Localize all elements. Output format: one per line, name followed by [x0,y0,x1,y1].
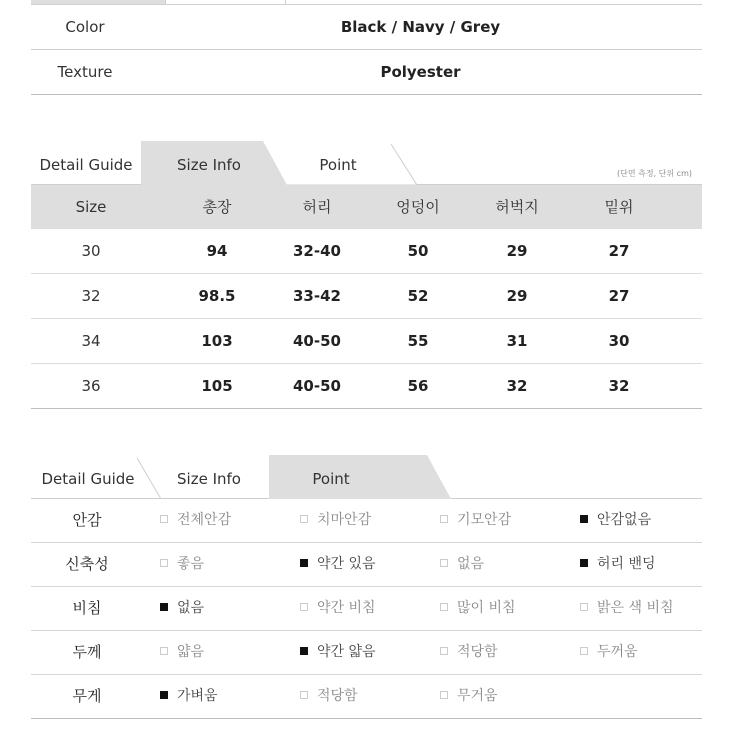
option-item: 밝은 색 비침 [580,587,674,630]
point-tab-bar [31,455,702,499]
option-item: 전체안감 [160,499,231,542]
tab-size-info[interactable]: Size Info [177,470,241,488]
checkbox-icon [160,603,168,611]
thigh-cell: 29 [506,287,528,305]
rise-cell: 27 [608,287,630,305]
checkbox-icon [160,559,168,567]
checkbox-icon [440,515,448,523]
size-tab-bar [31,141,702,185]
thigh-cell: 31 [506,332,528,350]
point-row-lining [31,499,702,543]
thigh-cell: 32 [506,377,528,395]
tab-size-info[interactable]: Size Info [177,156,241,174]
hip-cell: 55 [407,332,429,350]
waist-cell: 33-42 [293,287,341,305]
point-row-weight [31,675,702,719]
info-value: Black / Navy / Grey [340,18,501,36]
checkbox-icon [300,691,308,699]
checkbox-icon [580,515,588,523]
checkbox-icon [580,647,588,655]
hip-cell: 56 [407,377,429,395]
thigh-cell: 29 [506,242,528,260]
checkbox-icon [440,691,448,699]
info-row-texture [31,50,702,95]
length-cell: 98.5 [198,287,236,305]
checkbox-icon [160,515,168,523]
size-cell: 32 [81,287,101,305]
header-cell: 허벅지 [495,198,539,216]
option-item: 무거움 [440,675,498,718]
tab-point[interactable]: Point [319,156,357,174]
size-cell: 30 [81,242,101,260]
point-row-sheerness [31,587,702,631]
point-label: 무게 [72,687,102,705]
checkbox-icon [580,603,588,611]
checkbox-icon [300,647,308,655]
table-row [31,229,702,274]
header-cell: Size [75,198,107,216]
checkbox-icon [160,691,168,699]
tab-detail-guide[interactable]: Detail Guide [39,156,133,174]
option-item: 허리 밴딩 [580,543,656,586]
point-label: 비침 [72,599,102,617]
measurement-note: (단면 측정, 단위 cm) [617,169,692,178]
option-item: 약간 있음 [300,543,376,586]
option-item: 안감없음 [580,499,651,542]
point-row-thickness [31,631,702,675]
table-row [31,274,702,319]
checkbox-icon [300,559,308,567]
point-section [31,455,702,719]
header-cell: 밑위 [604,198,634,216]
rise-cell: 27 [608,242,630,260]
rise-cell: 32 [608,377,630,395]
table-row [31,364,702,409]
waist-cell: 32-40 [293,242,341,260]
rise-cell: 30 [608,332,630,350]
option-item: 기모안감 [440,499,511,542]
option-item: 두꺼움 [580,631,638,674]
checkbox-icon [300,515,308,523]
header-cell: 엉덩이 [396,198,440,216]
option-item: 약간 비침 [300,587,376,630]
option-item: 약간 얇음 [300,631,376,674]
option-item: 많이 비침 [440,587,516,630]
checkbox-icon [160,647,168,655]
checkbox-icon [580,559,588,567]
size-cell: 34 [81,332,101,350]
checkbox-icon [440,603,448,611]
option-item: 좋음 [160,543,204,586]
checkbox-icon [300,603,308,611]
waist-cell: 40-50 [293,377,341,395]
size-section [31,141,702,409]
size-table-header [31,185,702,229]
waist-cell: 40-50 [293,332,341,350]
option-item: 얇음 [160,631,204,674]
option-item: 가벼움 [160,675,218,718]
length-cell: 94 [206,242,228,260]
header-cell: 허리 [302,198,332,216]
info-label: Color [65,18,105,36]
hip-cell: 50 [407,242,429,260]
checkbox-icon [440,559,448,567]
option-item: 없음 [440,543,484,586]
point-label: 신축성 [65,555,109,573]
info-label: Texture [57,63,113,81]
size-cell: 36 [81,377,101,395]
info-value: Polyester [380,63,461,81]
option-item: 적당함 [440,631,498,674]
info-row-color [31,5,702,50]
hip-cell: 52 [407,287,429,305]
tab-point[interactable]: Point [312,470,350,488]
option-item: 적당함 [300,675,358,718]
length-cell: 105 [201,377,233,395]
point-label: 안감 [72,511,102,529]
header-cell: 총장 [202,198,232,216]
point-label: 두께 [72,643,102,661]
option-item: 없음 [160,587,204,630]
tab-detail-guide[interactable]: Detail Guide [41,470,135,488]
checkbox-icon [440,647,448,655]
table-row [31,319,702,364]
option-item: 치마안감 [300,499,371,542]
length-cell: 103 [201,332,233,350]
point-row-stretch [31,543,702,587]
product-info-table [31,0,702,95]
